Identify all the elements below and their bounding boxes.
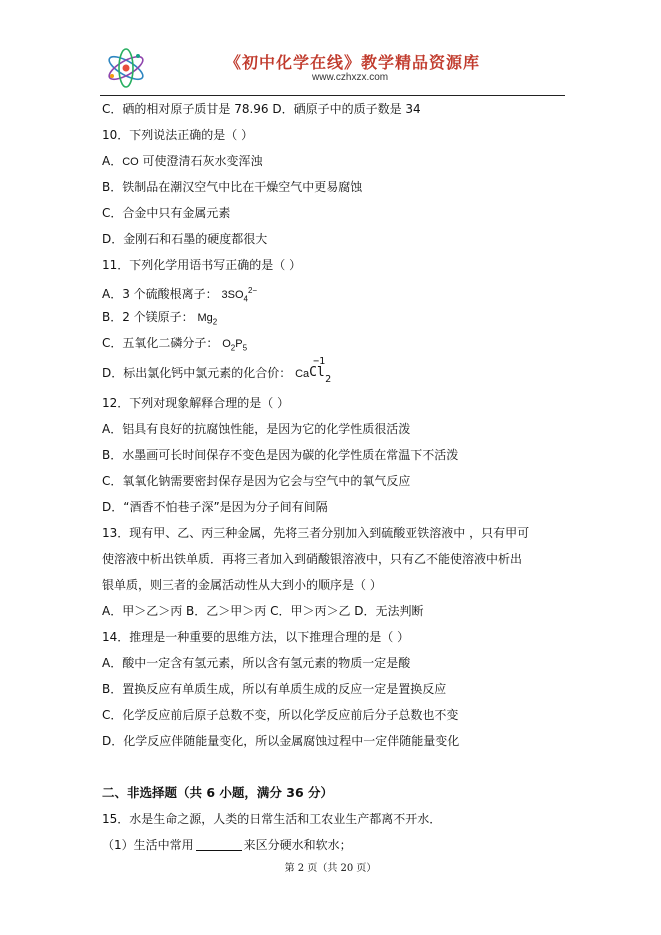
option-c-line: C．硒的相对原子质甘是 78.96 D．硒原子中的质子数是 34 — [102, 102, 421, 116]
q12-option-b: B．水墨画可长时间保存不变色是因为碳的化学性质在常温下不活泼 — [102, 448, 459, 462]
q11-option-a: A．3 个硫酸根离子： $3SO_4^{2-}$ — [102, 286, 258, 304]
q11-option-c: C．五氧化二磷分子： $O_2P_5$ — [102, 336, 248, 353]
question-12: 12．下列对现象解释合理的是（ ） — [102, 396, 290, 410]
q14-option-c: C．化学反应前后原子总数不变，所以化学反应前后分子总数也不变 — [102, 708, 459, 722]
q12-option-c: C．氧氧化钠需要密封保存是因为它会与空气中的氧气反应 — [102, 474, 411, 488]
answer-blank[interactable] — [196, 838, 242, 851]
brand-title: 《初中化学在线》教学精品资源库 — [225, 53, 481, 72]
calcium-chloride-formula: Ca −1 Cl 2 — [295, 356, 332, 385]
q11-option-b: B．2 个镁原子： $Mg_2$ — [102, 310, 218, 327]
site-url: www.czhxzx.com — [312, 72, 389, 83]
question-14: 14．推理是一种重要的思维方法，以下推理合理的是（ ） — [102, 630, 410, 644]
question-13-line-1: 13．现有甲、乙、丙三种金属，先将三者分别加入到硫酸亚铁溶液中 ，只有甲可 — [102, 526, 530, 540]
section-2-heading: 二、非选择题（共 6 小题，满分 36 分） — [102, 785, 334, 800]
q10-option-b: B．铁制品在潮汉空气中比在干燥空气中更易腐蚀 — [102, 180, 363, 194]
q14-option-a: A．酸中一定含有氢元素，所以含有氢元素的物质一定是酸 — [102, 656, 411, 670]
q10-option-d: D．金刚石和石墨的硬度都很大 — [102, 232, 268, 246]
q10-option-a: A．CO 可使澄清石灰水变浑浊 — [102, 154, 263, 168]
q14-option-d: D．化学反应伴随能量变化，所以金属腐蚀过程中一定伴随能量变化 — [102, 734, 460, 748]
q12-option-a: A．铝具有良好的抗腐蚀性能，是因为它的化学性质很活泼 — [102, 422, 411, 436]
q13-options: A．甲＞乙＞丙 B．乙＞甲＞丙 C．甲＞丙＞乙 D．无法判断 — [102, 604, 424, 618]
q14-option-b: B．置换反应有单质生成，所以有单质生成的反应一定是置换反应 — [102, 682, 447, 696]
question-11: 11．下列化学用语书写正确的是（ ） — [102, 258, 302, 272]
q15-part-1: （1）生活中常用 来区分硬水和软水； — [102, 838, 352, 852]
page-header — [100, 42, 565, 96]
page-number: 第 2 页（共 20 页） — [284, 863, 377, 874]
atom-logo-icon — [104, 46, 148, 90]
question-10: 10．下列说法正确的是（ ） — [102, 128, 254, 142]
question-13-line-3: 银单质，则三者的金属活动性从大到小的顺序是（ ） — [102, 578, 382, 592]
question-13-line-2: 使溶液中析出铁单质．再将三者加入到硝酸银溶液中，只有乙不能使溶液中析出 — [102, 552, 523, 566]
q12-option-d: D．“酒香不怕巷子深”是因为分子间有间隔 — [102, 500, 328, 514]
question-15: 15．水是生命之源，人类的日常生活和工农业生产都离不开水． — [102, 812, 442, 826]
header-rule — [100, 95, 565, 96]
q11-option-d: D．标出氯化钙中氯元素的化合价： Ca −1 Cl 2 — [102, 365, 335, 381]
q10-option-c: C．合金中只有金属元素 — [102, 206, 231, 220]
